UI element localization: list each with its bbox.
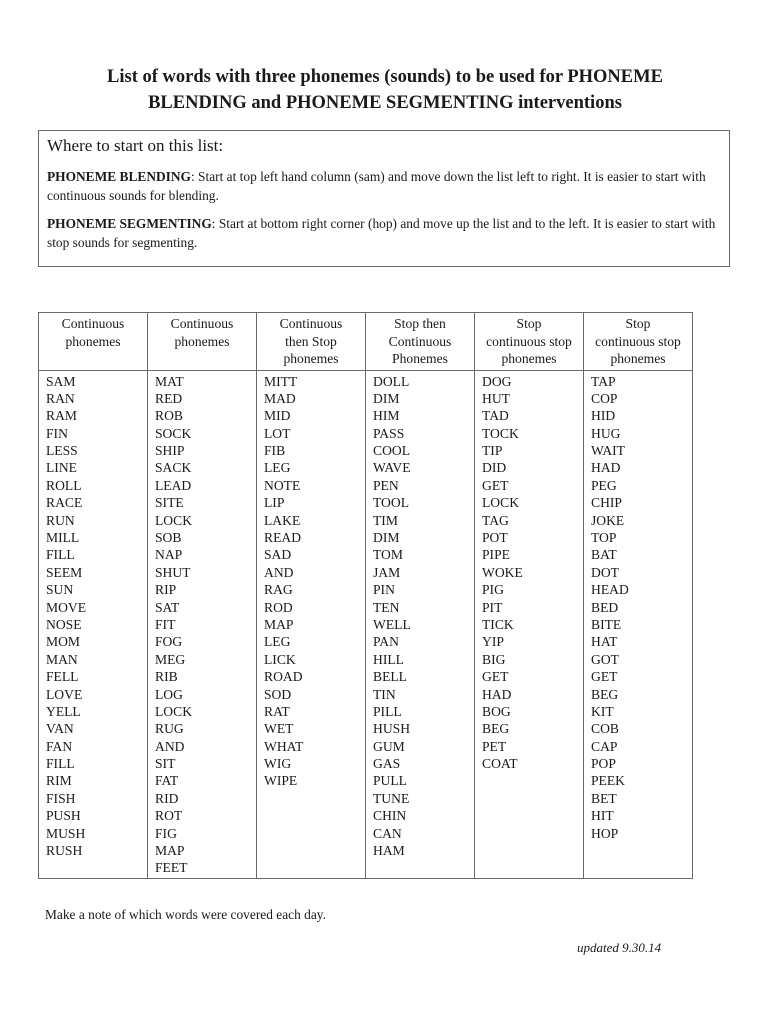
word: LEG [264,460,291,476]
word-column-4 [366,370,475,878]
word: GET [482,477,509,493]
word: ROB [155,408,183,424]
column-header-line: then Stop [285,333,337,349]
word: PAN [373,634,399,650]
word: MEG [155,651,186,667]
word: LOCK [155,703,193,719]
title-line-2: BLENDING and PHONEME SEGMENTING interventions [148,93,622,113]
word: SAD [264,547,292,563]
word: MOVE [46,599,87,615]
word: PASS [373,425,405,441]
word: HUG [591,425,621,441]
word: BET [591,790,617,806]
word: FIG [155,825,177,841]
word: WIPE [264,773,298,789]
column-header-line: Continuous [279,316,343,331]
word: GET [591,669,618,685]
word: FAN [46,738,73,754]
word: SHUT [155,564,191,580]
word: LOVE [46,686,83,702]
word: HAT [591,634,618,650]
word: HAD [591,460,621,476]
word: PET [482,738,507,754]
word: RAT [264,703,290,719]
word: FOG [155,634,183,650]
blending-label: PHONEME BLENDING [47,169,191,184]
word-row [39,370,693,878]
word: PILL [373,703,402,719]
word: ROD [264,599,293,615]
word-column-2 [148,370,257,878]
word: COAT [482,756,518,772]
word: HUT [482,390,510,406]
word: LICK [264,651,296,667]
word: COOL [373,443,411,459]
segmenting-instruction [47,214,721,252]
word: BELL [373,669,407,685]
word: READ [264,530,302,546]
word: RAG [264,582,293,598]
column-header-2 [148,313,257,371]
word-column-1 [39,370,148,878]
column-header-5 [475,313,584,371]
word: TIM [373,512,398,528]
word: TIP [482,443,503,459]
word: ROAD [264,669,303,685]
blending-text: : Start at top left hand column (sam) and move down the list left to right. It is easier to start with continuous sounds for blending. [47,169,706,203]
word: RED [155,390,183,406]
column-header-line: Continuous [61,316,125,331]
word: FAT [155,773,179,789]
column-header-line: continuous stop [595,333,681,349]
word: MAP [264,616,294,632]
word: MAN [46,651,78,667]
word: RACE [46,495,83,511]
word: LESS [46,443,78,459]
word: POP [591,756,616,772]
column-header-line: Phonemes [392,351,448,366]
word: HAD [482,686,512,702]
word: MAT [155,373,184,389]
word: SACK [155,460,192,476]
word: TOCK [482,425,519,441]
word: MOM [46,634,80,650]
column-header-line: Continuous [170,316,234,331]
column-header-line: phonemes [174,333,230,349]
word: HAM [373,843,405,859]
word: PEN [373,477,399,493]
word: LOCK [482,495,520,511]
column-header-6 [584,313,693,371]
word: TAD [482,408,509,424]
word: PUSH [46,808,81,824]
word: WELL [373,616,411,632]
word: MILL [46,530,80,546]
word: MAD [264,390,296,406]
word-column-3 [257,370,366,878]
word: PEEK [591,773,625,789]
word: MID [264,408,291,424]
word: PEG [591,477,617,493]
word: LIP [264,495,285,511]
word: SEEM [46,564,83,580]
word-column-6 [584,370,693,878]
word: SAM [46,373,76,389]
word: HIM [373,408,400,424]
word: RIB [155,669,178,685]
word: WET [264,721,294,737]
word: RUN [46,512,75,528]
instructions-box [38,130,730,267]
word: RUG [155,721,184,737]
footer-note: Make a note of which words were covered each day. [45,907,326,922]
word: COP [591,390,618,406]
column-header-line: phonemes [65,333,121,349]
word: PIN [373,582,395,598]
word: HUSH [373,721,411,737]
word: COB [591,721,619,737]
segmenting-label: PHONEME SEGMENTING [47,216,212,231]
word: ROLL [46,477,82,493]
word: CHIP [591,495,622,511]
word: DIM [373,390,400,406]
blending-instruction [47,167,721,205]
word: DID [482,460,507,476]
word: LOT [264,425,291,441]
word-column-5 [475,370,584,878]
word: CAP [591,738,618,754]
word: RAM [46,408,77,424]
word: AND [264,564,294,580]
word: SIT [155,756,176,772]
word: LEAD [155,477,192,493]
word: WOKE [482,564,523,580]
word: RID [155,790,179,806]
word: TOOL [373,495,409,511]
word: HEAD [591,582,629,598]
word: HID [591,408,616,424]
word: PIT [482,599,503,615]
word: PULL [373,773,407,789]
word: BITE [591,616,622,632]
word: RIM [46,773,72,789]
column-header-line: Continuous [388,333,452,349]
word: FILL [46,547,75,563]
word: ROT [155,808,183,824]
word: DIM [373,530,400,546]
column-header-line: Stop then [394,316,446,331]
column-header-3 [257,313,366,371]
word: LINE [46,460,77,476]
word: BEG [482,721,510,737]
word: NAP [155,547,183,563]
word: VAN [46,721,74,737]
word: BAT [591,547,617,563]
column-header-line: phonemes [501,351,557,366]
word: PIG [482,582,504,598]
updated-date: updated 9.30.14 [577,940,662,955]
word: LAKE [264,512,301,528]
page-title [40,64,730,116]
word: FEET [155,860,188,876]
word: DOT [591,564,619,580]
column-header-line: continuous stop [486,333,572,349]
word: LEG [264,634,291,650]
word: LOCK [155,512,193,528]
word: TEN [373,599,400,615]
word: TICK [482,616,514,632]
word: WAVE [373,460,411,476]
word: FIT [155,616,176,632]
word: GUM [373,738,405,754]
word: DOLL [373,373,410,389]
word: SAT [155,599,180,615]
word: TOM [373,547,403,563]
word: FIN [46,425,68,441]
word: GAS [373,756,401,772]
word: DOG [482,373,512,389]
column-header-line: Stop [625,316,651,331]
word: YELL [46,703,81,719]
word: TUNE [373,790,410,806]
word: FELL [46,669,79,685]
word: MAP [155,843,185,859]
instructions-heading: Where to start on this list: [47,136,224,155]
word: SITE [155,495,184,511]
word: FILL [46,756,75,772]
word: TAP [591,373,616,389]
word: WHAT [264,738,304,754]
word: SOB [155,530,182,546]
word: MUSH [46,825,86,841]
word: RAN [46,390,75,406]
segmenting-text: : Start at bottom right corner (hop) and move up the list and to the left. It is easier to start with stop sounds for segmenting. [47,216,716,250]
word: GET [482,669,509,685]
word: SOD [264,686,292,702]
word: CAN [373,825,402,841]
column-header-line: Stop [516,316,542,331]
word: BED [591,599,619,615]
word: KIT [591,703,614,719]
column-header-line: phonemes [610,351,666,366]
word: NOTE [264,477,301,493]
word-table [38,312,693,879]
word: FIB [264,443,286,459]
word: TAG [482,512,509,528]
word: JOKE [591,512,625,528]
column-header-line: phonemes [283,351,339,366]
word: FISH [46,790,76,806]
word: JAM [373,564,401,580]
word: MITT [264,373,298,389]
word: CHIN [373,808,407,824]
word: YIP [482,634,504,650]
column-header-4 [366,313,475,371]
word: WIG [264,756,292,772]
column-header-1 [39,313,148,371]
word: RIP [155,582,177,598]
word: WAIT [591,443,625,459]
word: SHIP [155,443,185,459]
word: NOSE [46,616,82,632]
word: GOT [591,651,619,667]
word: RUSH [46,843,83,859]
word: BOG [482,703,511,719]
word: SUN [46,582,74,598]
word: POT [482,530,508,546]
word: SOCK [155,425,192,441]
word: TIN [373,686,396,702]
word: TOP [591,530,617,546]
word: LOG [155,686,183,702]
header-row [39,313,693,371]
word: BEG [591,686,619,702]
word: PIPE [482,547,510,563]
title-line-1: List of words with three phonemes (sounds) to be used for PHONEME [107,67,663,87]
word: HOP [591,825,619,841]
word: HILL [373,651,404,667]
word: AND [155,738,185,754]
word: BIG [482,651,506,667]
word: HIT [591,808,614,824]
